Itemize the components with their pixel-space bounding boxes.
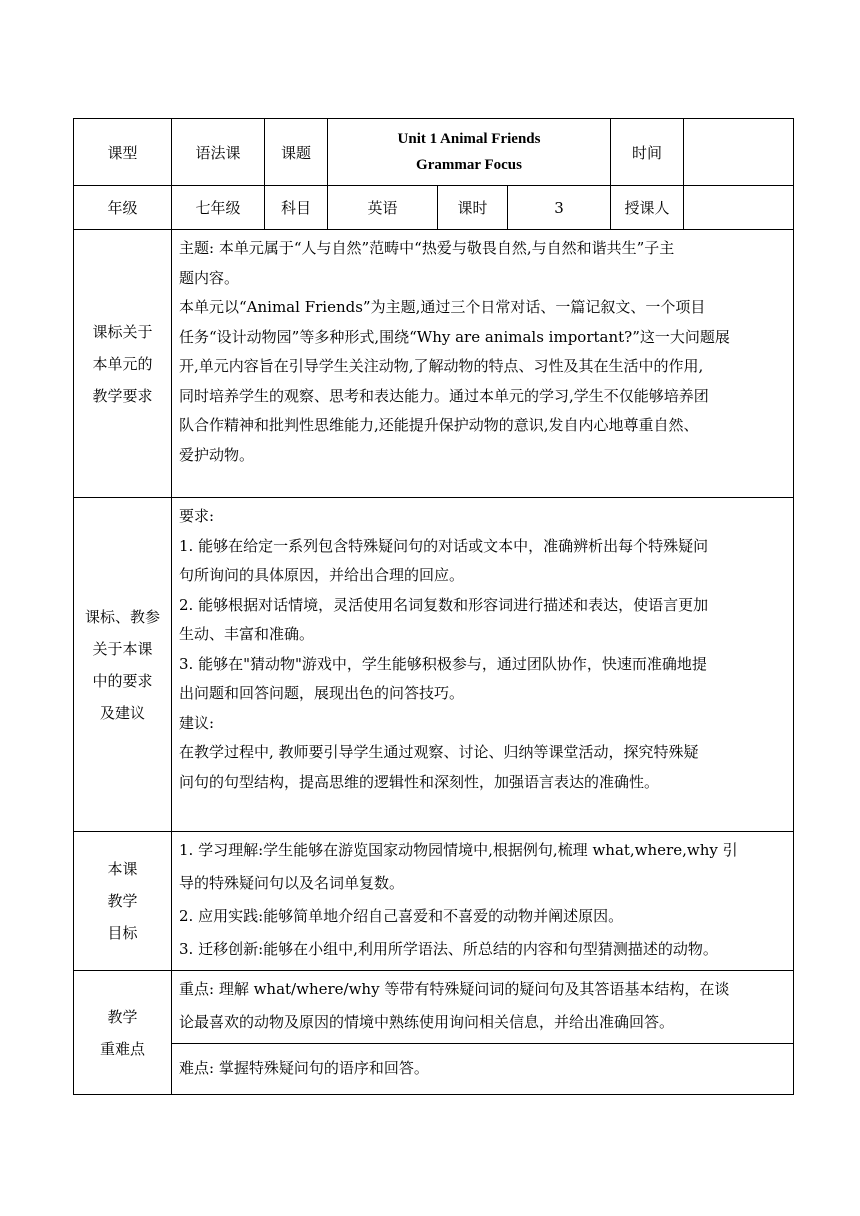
label-line: 及建议	[99, 703, 145, 722]
teacher-label: 授课人	[611, 186, 684, 230]
goals-row	[74, 832, 794, 971]
difficult-points-row	[74, 1044, 794, 1095]
text-line: 导的特殊疑问句以及名词单复数。	[179, 874, 405, 892]
time-label: 时间	[611, 119, 684, 186]
type-label: 课型	[74, 119, 172, 186]
label-line: 目标	[107, 924, 138, 942]
topic-line-1: Unit 1 Animal Friends	[397, 131, 541, 147]
text-line: 1. 学习理解:学生能够在游览国家动物园情境中,根据例句,梳理 what,where,why 引	[179, 841, 738, 859]
topic-line-2: Grammar Focus	[416, 157, 522, 173]
lesson-plan-table	[73, 118, 794, 1095]
text-line: 3. 迁移创新:能够在小组中,利用所学语法、所总结的内容和句型猜测描述的动物。	[179, 940, 718, 958]
info-row	[74, 186, 794, 230]
grade-value: 七年级	[172, 186, 265, 230]
label-line: 课标、教参	[84, 607, 160, 626]
goals-content	[172, 832, 794, 971]
teacher-value	[684, 186, 794, 230]
difficult-points-content: 难点: 掌握特殊疑问句的语序和回答。	[172, 1044, 794, 1095]
text-line: 在教学过程中, 教师要引导学生通过观察、讨论、归纳等课堂活动，探究特殊疑	[179, 743, 699, 761]
text-line: 重点: 理解 what/where/why 等带有特殊疑问词的疑问句及其答语基本结构，在谈	[179, 980, 730, 998]
text-line: 同时培养学生的观察、思考和表达能力。通过本单元的学习,学生不仅能够培养团	[179, 386, 709, 405]
label-line: 重难点	[99, 1039, 145, 1058]
label-line: 中的要求	[92, 671, 153, 690]
text-line: 问句的句型结构，提高思维的逻辑性和深刻性，加强语言表达的准确性。	[179, 772, 660, 791]
requirements-content	[172, 498, 794, 832]
text-line: 要求:	[179, 507, 215, 525]
key-points-row	[74, 971, 794, 1044]
label-line: 本单元的	[92, 354, 153, 373]
type-value: 语法课	[172, 119, 265, 186]
period-label: 课时	[438, 186, 508, 230]
text-line: 2. 能够根据对话情境，灵活使用名词复数和形容词进行描述和表达，使语言更加	[179, 595, 709, 614]
text-line: 爱护动物。	[179, 445, 255, 464]
curriculum-label	[74, 230, 172, 498]
text-line: 生动、丰富和准确。	[179, 625, 315, 643]
text-line: 论最喜欢的动物及原因的情境中熟练使用询问相关信息，并给出准确回答。	[179, 1013, 675, 1031]
key-points-label	[74, 971, 172, 1095]
text-line: 本单元以“Animal Friends”为主题,通过三个日常对话、一篇记叙文、一个项目	[179, 298, 706, 316]
text-line: 建议:	[179, 713, 215, 732]
label-line: 教学要求	[92, 386, 153, 405]
label-line: 教学	[107, 892, 138, 910]
label-line: 关于本课	[92, 639, 153, 658]
topic-value	[328, 119, 611, 186]
text-line: 队合作精神和批判性思维能力,还能提升保护动物的意识,发自内心地尊重自然、	[179, 416, 699, 434]
requirements-label	[74, 498, 172, 832]
key-points-content	[172, 971, 794, 1044]
goals-label	[74, 832, 172, 971]
time-value	[684, 119, 794, 186]
text-line: 3. 能够在"猜动物"游戏中，学生能够积极参与，通过团队协作，快速而准确地提	[179, 654, 707, 673]
label-line: 本课	[107, 860, 138, 878]
text-line: 句所询问的具体原因，并给出合理的回应。	[179, 566, 465, 584]
topic-label: 课题	[265, 119, 328, 186]
text-line: 题内容。	[179, 268, 240, 287]
curriculum-row	[74, 230, 794, 498]
subject-value: 英语	[328, 186, 438, 230]
subject-label: 科目	[265, 186, 328, 230]
header-row	[74, 119, 794, 186]
curriculum-content	[172, 230, 794, 498]
text-line: 出问题和回答问题，展现出色的问答技巧。	[179, 684, 465, 702]
requirements-row	[74, 498, 794, 832]
text-line: 1. 能够在给定一系列包含特殊疑问句的对话或文本中，准确辨析出每个特殊疑问	[179, 536, 709, 555]
label-line: 课标关于	[92, 322, 153, 341]
text-line: 任务“设计动物园”等多种形式,围绕“Why are animals important?”这一大问题展	[179, 327, 730, 346]
label-line: 教学	[107, 1007, 138, 1026]
text-line: 主题: 本单元属于“人与自然”范畴中“热爱与敬畏自然,与自然和谐共生”子主	[179, 239, 675, 257]
text-line: 2. 应用实践:能够简单地介绍自己喜爱和不喜爱的动物并阐述原因。	[179, 907, 624, 925]
text-line: 开,单元内容旨在引导学生关注动物,了解动物的特点、习性及其在生活中的作用,	[179, 357, 704, 375]
grade-label: 年级	[74, 186, 172, 230]
period-value: 3	[508, 186, 611, 230]
